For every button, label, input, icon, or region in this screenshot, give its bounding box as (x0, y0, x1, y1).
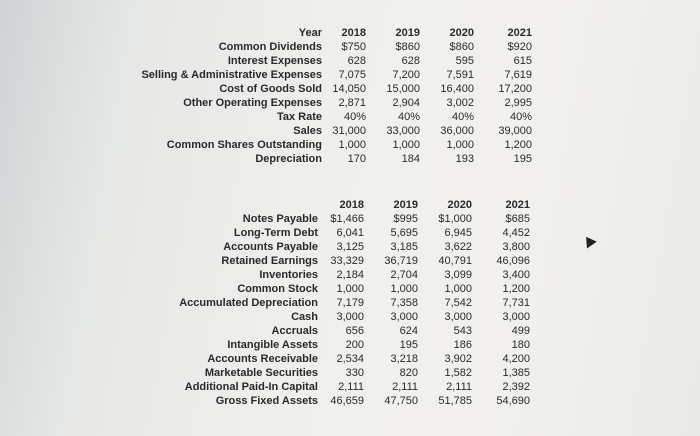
value-cell: 543 (453, 325, 472, 337)
value-cell: 31,000 (332, 125, 366, 137)
row-label: Intangible Assets (227, 339, 318, 351)
value-cell: 3,185 (390, 241, 418, 253)
value-cell: $920 (507, 41, 532, 53)
value-cell: 1,000 (336, 283, 364, 295)
year-header: 2020 (449, 27, 474, 39)
table-header-row (0, 198, 530, 212)
value-cell: 36,000 (440, 125, 474, 137)
value-cell: 1,000 (444, 283, 472, 295)
value-cell: 1,000 (446, 139, 474, 151)
value-cell: 1,385 (502, 367, 530, 379)
row-label: Accumulated Depreciation (179, 297, 318, 309)
row-label: Accruals (271, 325, 318, 337)
value-cell: 39,000 (498, 125, 532, 137)
value-cell: 3,000 (502, 311, 530, 323)
value-cell: 14,050 (332, 83, 366, 95)
value-cell: 2,111 (392, 381, 418, 393)
value-cell: 7,200 (392, 69, 420, 81)
value-cell: 615 (513, 55, 532, 67)
value-cell: 4,452 (502, 227, 530, 239)
value-cell: 2,534 (336, 353, 364, 365)
row-label: Common Dividends (218, 41, 322, 53)
table-row (0, 352, 530, 366)
value-cell: 595 (455, 55, 474, 67)
row-label: Tax Rate (276, 111, 322, 123)
value-cell: 6,041 (336, 227, 364, 239)
value-cell: 180 (511, 339, 530, 351)
value-cell: 195 (513, 153, 532, 165)
row-label: Notes Payable (242, 213, 318, 225)
value-cell: $860 (449, 41, 474, 53)
value-cell: 656 (345, 325, 364, 337)
value-cell: 3,218 (390, 353, 418, 365)
income-statement-table (0, 26, 532, 166)
value-cell: 51,785 (438, 395, 472, 407)
value-cell: 200 (345, 339, 364, 351)
row-label: Sales (293, 125, 322, 137)
row-label: Cash (291, 311, 318, 323)
value-cell: 33,000 (386, 125, 420, 137)
balance-sheet-table (0, 198, 530, 408)
table-row (0, 152, 532, 166)
value-cell: 40% (509, 111, 532, 123)
table-row (0, 380, 530, 394)
value-cell: 2,392 (502, 381, 530, 393)
empty-header-cell (0, 198, 324, 212)
year-header: 2019 (393, 199, 418, 211)
row-label: Inventories (259, 269, 318, 281)
row-label: Accounts Payable (223, 241, 318, 253)
value-cell: 3,099 (444, 269, 472, 281)
row-label: Marketable Securities (204, 367, 318, 379)
table-row (0, 282, 530, 296)
row-label: Depreciation (255, 153, 322, 165)
table-row (0, 110, 532, 124)
year-header: 2020 (447, 199, 472, 211)
value-cell: $750 (341, 41, 366, 53)
table-row (0, 268, 530, 282)
table-row (0, 338, 530, 352)
value-cell: $860 (395, 41, 420, 53)
value-cell: 40% (397, 111, 420, 123)
value-cell: 54,690 (496, 395, 530, 407)
value-cell: 2,995 (504, 97, 532, 109)
row-label: Other Operating Expenses (183, 97, 322, 109)
value-cell: $685 (505, 213, 530, 225)
value-cell: 820 (399, 367, 418, 379)
mouse-pointer-icon (581, 233, 597, 248)
value-cell: 3,000 (444, 311, 472, 323)
table-row (0, 54, 532, 68)
table-row (0, 40, 532, 54)
row-label: Interest Expenses (227, 55, 322, 67)
table-row (0, 212, 530, 226)
table-row (0, 138, 532, 152)
row-label: Long-Term Debt (233, 227, 318, 239)
value-cell: 2,111 (338, 381, 364, 393)
value-cell: 193 (455, 153, 474, 165)
value-cell: 16,400 (440, 83, 474, 95)
value-cell: 186 (453, 339, 472, 351)
table-row (0, 124, 532, 138)
table-row (0, 324, 530, 338)
value-cell: 1,200 (504, 139, 532, 151)
table-row (0, 254, 530, 268)
year-header: 2019 (395, 27, 420, 39)
table-header-row (0, 26, 532, 40)
year-header: 2021 (507, 27, 532, 39)
value-cell: 5,695 (390, 227, 418, 239)
value-cell: 3,400 (502, 269, 530, 281)
value-cell: 1,582 (444, 367, 472, 379)
value-cell: 3,622 (444, 241, 472, 253)
value-cell: 3,800 (502, 241, 530, 253)
value-cell: 2,904 (392, 97, 420, 109)
value-cell: 7,731 (502, 297, 530, 309)
value-cell: $1,000 (438, 213, 472, 225)
value-cell: 36,719 (384, 255, 418, 267)
value-cell: 3,000 (336, 311, 364, 323)
value-cell: 7,358 (390, 297, 418, 309)
value-cell: 4,200 (502, 353, 530, 365)
value-cell: 2,184 (336, 269, 364, 281)
value-cell: 624 (399, 325, 418, 337)
value-cell: 6,945 (444, 227, 472, 239)
value-cell: 2,871 (338, 97, 366, 109)
value-cell: 7,619 (504, 69, 532, 81)
value-cell: 1,000 (390, 283, 418, 295)
value-cell: 15,000 (386, 83, 420, 95)
value-cell: 195 (399, 339, 418, 351)
row-label: Common Stock (237, 283, 318, 295)
year-label: Year (298, 27, 322, 39)
value-cell: 499 (511, 325, 530, 337)
row-label: Selling & Administrative Expenses (141, 69, 322, 81)
year-header: 2018 (341, 27, 366, 39)
year-header: 2021 (505, 199, 530, 211)
value-cell: 170 (347, 153, 366, 165)
value-cell: 2,111 (446, 381, 472, 393)
value-cell: 7,591 (446, 69, 474, 81)
row-label: Cost of Goods Sold (219, 83, 322, 95)
table-row (0, 394, 530, 408)
value-cell: 628 (347, 55, 366, 67)
table-row (0, 68, 532, 82)
table-row (0, 96, 532, 110)
value-cell: 1,000 (338, 139, 366, 151)
value-cell: $995 (393, 213, 418, 225)
value-cell: 7,075 (338, 69, 366, 81)
value-cell: 1,200 (502, 283, 530, 295)
value-cell: 628 (401, 55, 420, 67)
value-cell: 46,659 (330, 395, 364, 407)
value-cell: 1,000 (392, 139, 420, 151)
value-cell: 40% (451, 111, 474, 123)
value-cell: 3,002 (446, 97, 474, 109)
value-cell: 46,096 (496, 255, 530, 267)
value-cell: $1,466 (330, 213, 364, 225)
row-label: Accounts Receivable (207, 353, 318, 365)
value-cell: 17,200 (498, 83, 532, 95)
value-cell: 2,704 (390, 269, 418, 281)
table-row (0, 310, 530, 324)
value-cell: 7,542 (444, 297, 472, 309)
table-row (0, 240, 530, 254)
value-cell: 40,791 (438, 255, 472, 267)
value-cell: 184 (401, 153, 420, 165)
value-cell: 33,329 (330, 255, 364, 267)
value-cell: 7,179 (336, 297, 364, 309)
row-label: Additional Paid-In Capital (184, 381, 318, 393)
value-cell: 47,750 (384, 395, 418, 407)
value-cell: 3,125 (336, 241, 364, 253)
table-row (0, 366, 530, 380)
value-cell: 40% (343, 111, 366, 123)
table-row (0, 296, 530, 310)
row-label: Gross Fixed Assets (215, 395, 318, 407)
value-cell: 330 (345, 367, 364, 379)
value-cell: 3,000 (390, 311, 418, 323)
year-header: 2018 (339, 199, 364, 211)
row-label: Common Shares Outstanding (166, 139, 322, 151)
value-cell: 3,902 (444, 353, 472, 365)
table-row (0, 226, 530, 240)
row-label: Retained Earnings (221, 255, 318, 267)
table-row (0, 82, 532, 96)
